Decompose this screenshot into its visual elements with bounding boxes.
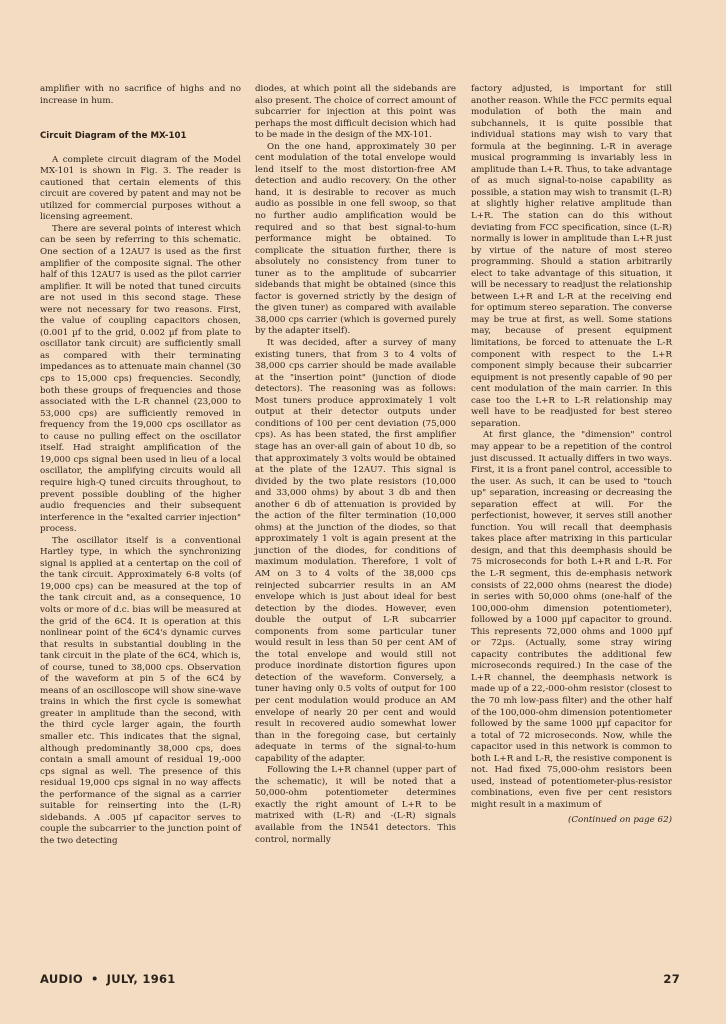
bullet-icon: •	[91, 972, 99, 986]
paragraph: The oscillator itself is a conventional Hartley type, in which the synchronizing signal is applied at a centertap on the coil of the tank circuit. Approximately 6-8 volts (of 19,000 cps) can be measured at the top of the tank circuit and, as a consequence, 10 volts or more of d.c. bias will be measured at the grid of the 6C4. It is operation at this nonlinear point of the 6C4's dynamic curves that results in substantial doubling in the tank circuit in the plate of the 6C4, which is, of course, tuned to 38,000 cps. Observation of the waveform at pin 5 of the 6C4 by means of an oscilloscope will show sine-wave trains in which the first cycle is somewhat greater in amplitude than the second, with the third cycle larger again, the fourth smaller etc. This indicates that the signal, although predominantly 38,000 cps, does contain a small amount of residual 19,-000 cps signal as well. The presence of this residual 19,000 cps signal in no way affects the performance of the signal as a carrier suitable for reinserting into the (L-R) sidebands. A .005 µf capacitor serves to couple the subcarrier to the junction point of the two detecting	[40, 535, 241, 846]
paragraph: It was decided, after a survey of many existing tuners, that from 3 to 4 volts of 38,000 cps carrier should be made available at the "insertion point" (junction of diode detectors). The reasoning was as follows: Most tuners produce approximately 1 volt output at their detector outputs under conditions of 100 per cent deviation (75,000 cps). As has been stated, the first amplifier stage has an over-all gain of about 10 db, so that approximately 3 volts would be obtained at the plate of the 12AU7. This signal is divided by the two plate resistors (10,000 and 33,000 ohms) by about 3 db and then another 6 db of attenuation is provided by the action of the filter termination (10,000 ohms) at the junction of the diodes, so that approximately 1 volt is again present at the junction of the diodes, for conditions of maximum modulation. Therefore, 1 volt of AM on 3 to 4 volts of the 38,000 cps reinjected subcarrier results in an AM envelope which is just about ideal for best detection by the diodes. However, even double the output of L-R subcarrier components from some particular tuner would result in less than 50 per cent AM of the total envelope and would still not produce inordinate distortion figures upon detection of the waveform. Conversely, a tuner having only 0.5 volts of output for 100 per cent modulation would produce an AM envelope of nearly 20 per cent and would result in recovered audio somewhat lower than in the foregoing case, but certainly adequate in terms of the signal-to-hum capability of the adapter.	[255, 338, 456, 764]
paragraph: Following the L+R channel (upper part of the schematic), it will be noted that a 50,000-ohm potentiometer determines exactly the right amount of L+R to be matrixed with (L-R) and -(L-R) signals available from the 1N541 detectors. This control, normally	[255, 765, 456, 845]
paragraph: At first glance, the "dimension" control may appear to be a repetition of the control just discussed. It actually differs in two ways. First, it is a front panel control, accessible to the user. As such, it can be used to "touch up" separation, increasing or decreasing the separation effect at will. For the perfectionist, however, it serves still another function. You will recall that deemphasis takes place after matrixing in this particular design, and that this deemphasis should be 75 microseconds for both L+R and L-R. For the L-R segment, this de-emphasis network consists of 22,000 ohms (nearest the diode) in series with 50,000 ohms (one-half of the 100,000-ohm dimension potentiometer), followed by a 1000 µµf capacitor to ground. This represents 72,000 ohms and 1000 µµf or 72µs. (Actually, some stray wiring capacity contributes the additional few microseconds required.) In the case of the L+R channel, the deemphasis network is made up of a 22,-000-ohm resistor (closest to the 70 mh low-pass filter) and the other half of the 100,000-ohm dimension potentiometer followed by the same 1000 µµf capacitor for a total of 72 microseconds. Now, while the capacitor used in this network is common to both L+R and L-R, the resistive component is not. Had fixed 75,000-ohm resistors been used, instead of potentiometer-plus-resistor combinations, even five per cent resistors might result in a maximum of	[471, 430, 672, 810]
column-2	[255, 84, 456, 846]
paragraph: factory adjusted, is important for still another reason. While the FCC permits equal modulation of both the main and subchannels, it is quite possible that individual stations may wish to vary that formula at the beginning. L-R in average musical programming is invariably less in amplitude than L+R. Thus, to take advantage of as much signal-to-noise capability as possible, a station may wish to transmit (L-R) at slightly higher relative amplitude than L+R. The station can do this without deviating from FCC specification, since (L-R) normally is lower in amplitude than L+R just by virtue of the nature of most stereo programming. Should a station arbitrarily elect to take advantage of this situation, it will be necessary to readjust the relationship between L+R and L-R at the receiving end for optimum stereo separation. The converse may be true at first, as well. Some stations may, because of present equipment limitations, be forced to attenuate the L-R component with respect to the L+R component simply because their subcarrier equipment is not presently capable of 90 per cent modulation of the main carrier. In this case too the L+R to L-R relationship may well have to be readjusted for best stereo separation.	[471, 84, 672, 429]
continued-note: (Continued on page 62)	[567, 815, 672, 826]
page-footer	[40, 972, 680, 988]
column-1	[40, 84, 241, 847]
column-3	[471, 84, 672, 827]
paragraph: A complete circuit diagram of the Model MX-101 is shown in Fig. 3. The reader is cautioned that certain elements of this circuit are covered by patent and may not be utilized for commercial purposes without a licensing agreement.	[40, 154, 241, 223]
footer-publication	[40, 972, 176, 986]
paragraph: diodes, at which point all the sidebands are also present. The choice of correct amount of subcarrier for injection at this point was perhaps the most difficult decision which had to be made in the design of the MX-101.	[255, 84, 456, 141]
page-number: 27	[663, 972, 680, 986]
paragraph: amplifier with no sacrifice of highs and no increase in hum.	[40, 84, 241, 106]
magazine-name: AUDIO	[40, 972, 83, 986]
paragraph: On the one hand, approximately 30 per cent modulation of the total envelope would lend itself to the most distortion-free AM detection and audio recovery. On the other hand, it is desirable to recover as much audio as possible in one fell swoop, so that no further audio amplification would be required and so that best signal-to-hum performance might be obtained. To complicate the situation further, there is absolutely no consistency from tuner to tuner as to the amplitude of subcarrier sidebands that might be obtained (since this factor is governed strictly by the design of the given tuner) as compared with available 38,000 cps carrier (which is governed purely by the adapter itself).	[255, 141, 456, 337]
issue-date: JULY, 1961	[106, 972, 176, 986]
paragraph: There are several points of interest which can be seen by referring to this schematic. One section of a 12AU7 is used as the first amplifier of the composite signal. The other half of this 12AU7 is used as the pilot carrier amplifier. It will be noted that tuned circuits are not used in this second stage. These were not necessary for two reasons. First, the value of coupling capacitors chosen, (0.001 µf to the grid, 0.002 µf from plate to oscillator tank circuit) are sufficiently small as compared with their terminating impedances as to attenuate main channel (30 cps to 15,000 cps) frequencies. Secondly, both these groups of frequencies and those associated with the L-R channel (23,000 to 53,000 cps) are sufficiently removed in frequency from the 19,000 cps oscillator as to cause no pulling effect on the oscillator itself. Had straight amplification of the 19,000 cps signal been used in lieu of a local oscillator, the amplifying circuits would all require high-Q tuned circuits throughout, to prevent possible doubling of the higher audio frequencies and their subsequent interference in the "exalted carrier injection" process.	[40, 223, 241, 535]
section-heading: Circuit Diagram of the MX-101	[40, 131, 187, 142]
